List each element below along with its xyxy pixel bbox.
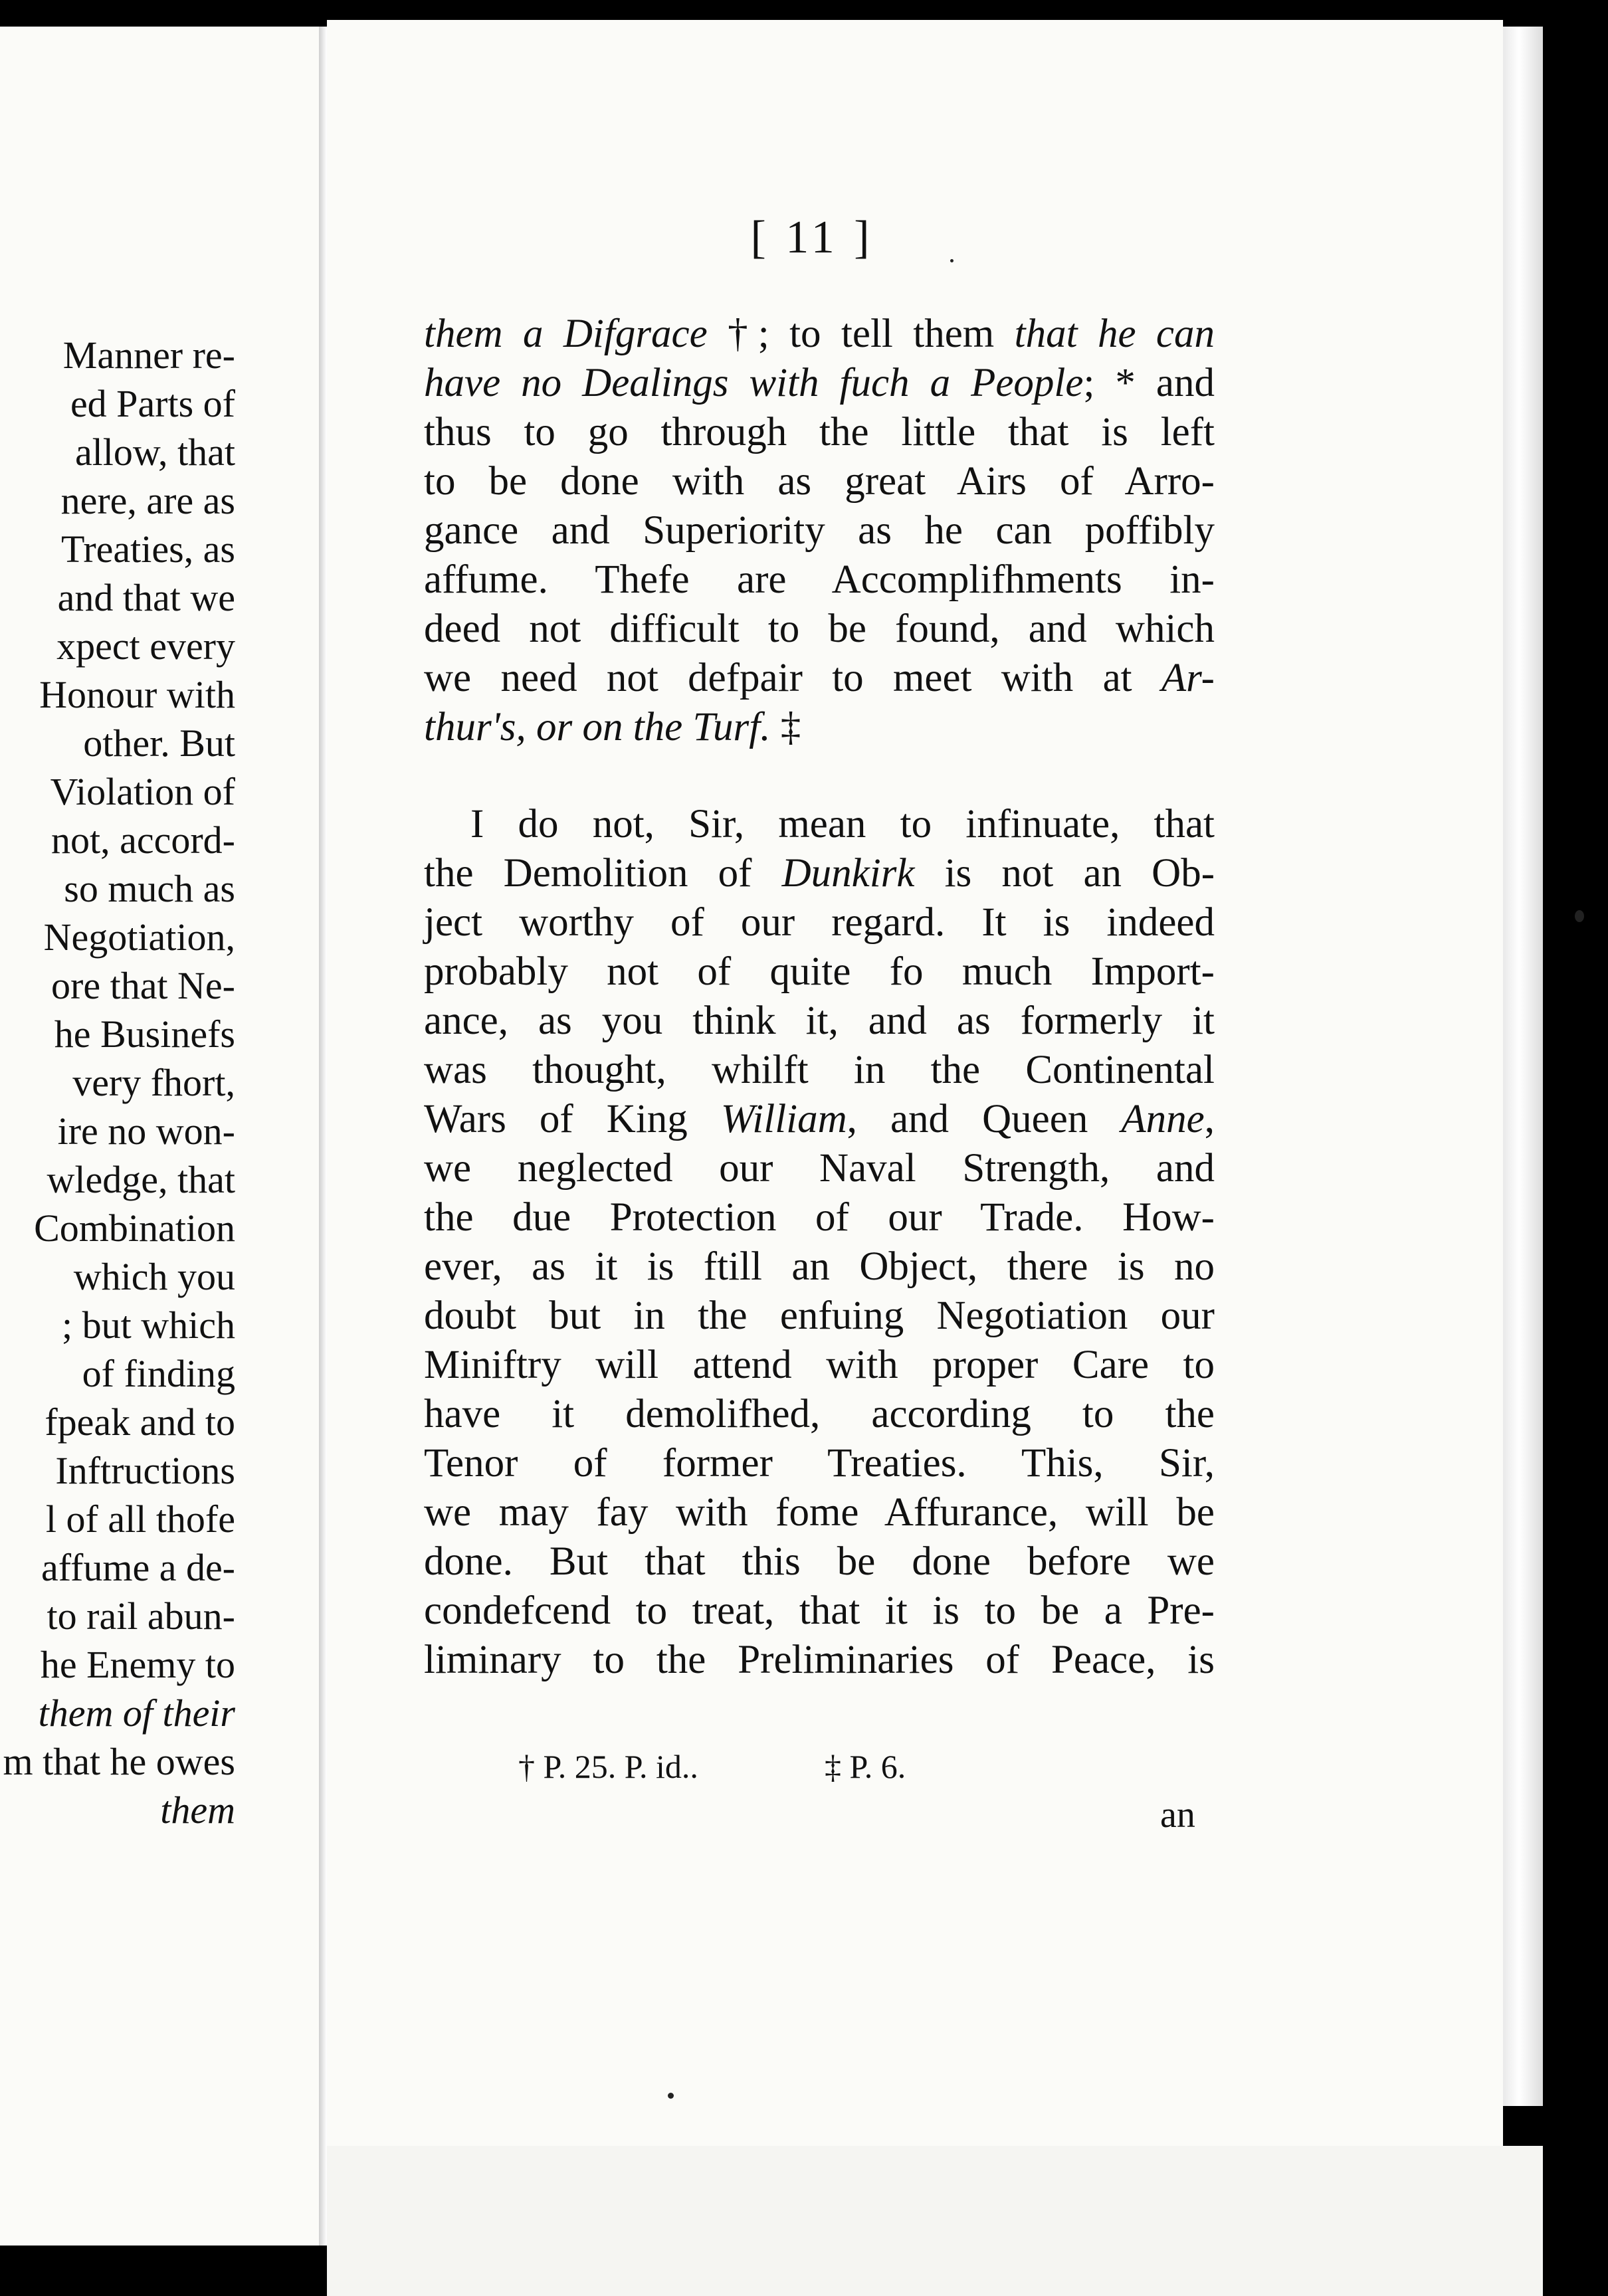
footnotes (518, 1747, 1130, 1786)
left-page-line: very fhort, (72, 1061, 235, 1104)
left-page-line: Combination (34, 1206, 235, 1250)
text-line: ject worthy of our regard. It is indeed (424, 900, 1215, 945)
left-page-line: of finding (82, 1352, 235, 1395)
left-page-line: Treaties, as (60, 527, 235, 571)
text-line: have it demolifhed, according to the (424, 1392, 1215, 1436)
text-line: done. But that this be done before we (424, 1539, 1215, 1584)
left-page-line: he Businefs (54, 1012, 235, 1056)
text-line: the Demolition of Dunkirk is not an Ob- (424, 851, 1215, 896)
scan-speck (950, 259, 954, 262)
left-page-line: ore that Ne- (51, 964, 235, 1007)
left-page-line: ed Parts of (70, 382, 235, 425)
footnote-dagger: † P. 25. P. id.. (518, 1748, 698, 1785)
text-line: liminary to the Preliminaries of Peace, is (424, 1638, 1215, 1682)
left-page-line: Inftructions (55, 1449, 235, 1492)
text-line: thur's, or on the Turf. ‡ (424, 705, 801, 749)
text-line: them a Difgrace †; to tell them that he can (424, 312, 1215, 356)
left-page-line: ; but which (62, 1303, 235, 1347)
text-line: probably not of quite fo much Import- (424, 949, 1215, 994)
right-page-text (424, 310, 1215, 1685)
book-gutter (319, 27, 327, 2246)
left-page-line: l of all thofe (45, 1497, 235, 1541)
text-line: have no Dealings with fuch a People; * and (424, 361, 1215, 405)
text-line: to be done with as great Airs of Arro- (424, 459, 1215, 504)
text-line: condefcend to treat, that it is to be a Pre- (424, 1588, 1215, 1633)
scan-speck (668, 2093, 674, 2099)
text-line: affume. Thefe are Accomplifhments in- (424, 557, 1215, 602)
left-page-line: affume a de- (41, 1546, 235, 1589)
text-line: we need not defpair to meet with at Ar- (424, 656, 1215, 700)
left-page-line: nere, are as (60, 479, 235, 522)
text-line: the due Protection of our Trade. How- (424, 1195, 1215, 1240)
left-page-line: other. But (83, 721, 235, 765)
page-bottom-margin (327, 2146, 1543, 2296)
left-page-line: Violation of (50, 770, 235, 813)
left-page-line: m that he owes (3, 1740, 235, 1783)
left-page-line: Negotiation, (43, 915, 235, 959)
left-page-line: not, accord- (51, 818, 235, 862)
text-line: deed not difficult to be found, and which (424, 607, 1215, 651)
text-line: ever, as it is ftill an Object, there is no (424, 1244, 1215, 1289)
text-line: was thought, whilft in the Continental (424, 1048, 1215, 1092)
text-line: Miniftry will attend with proper Care to (424, 1343, 1215, 1387)
text-line: I do not, Sir, mean to infinuate, that (470, 802, 1215, 846)
text-line: Tenor of former Treaties. This, Sir, (424, 1441, 1215, 1485)
scan-speck (1575, 910, 1584, 922)
page-edges (1503, 27, 1543, 2106)
left-page-line: so much as (64, 867, 235, 910)
left-page-line: he Enemy to (40, 1643, 235, 1686)
left-page-line: which you (73, 1255, 235, 1298)
left-page-line: them of their (38, 1691, 235, 1735)
left-page-line: allow, that (74, 430, 235, 474)
left-page-line: and that we (57, 576, 235, 619)
left-page-line: ire no won- (57, 1109, 235, 1153)
left-page-line: Manner re- (62, 334, 235, 377)
page-number: [ 11 ] (750, 212, 874, 263)
left-page-line: fpeak and to (45, 1400, 235, 1444)
text-line: doubt but in the enfuing Negotiation our (424, 1293, 1215, 1338)
text-line: we neglected our Naval Strength, and (424, 1146, 1215, 1191)
text-line: gance and Superiority as he can poffibly (424, 508, 1215, 553)
left-page-line: to rail abun- (47, 1594, 235, 1638)
footnote-double-dagger: ‡ P. 6. (824, 1748, 906, 1785)
left-page-line: them (160, 1788, 235, 1832)
text-line: ance, as you think it, and as formerly it (424, 999, 1215, 1043)
left-page-line: wledge, that (47, 1158, 235, 1201)
catchword: an (1160, 1794, 1195, 1836)
left-page (0, 27, 319, 2246)
text-line: thus to go through the little that is left (424, 410, 1215, 454)
text-line: we may fay with fome Affurance, will be (424, 1490, 1215, 1535)
left-page-line: Honour with (39, 673, 235, 716)
left-page-line: xpect every (56, 624, 235, 668)
text-line: Wars of King William, and Queen Anne, (424, 1097, 1215, 1141)
left-page-text (0, 331, 235, 1834)
